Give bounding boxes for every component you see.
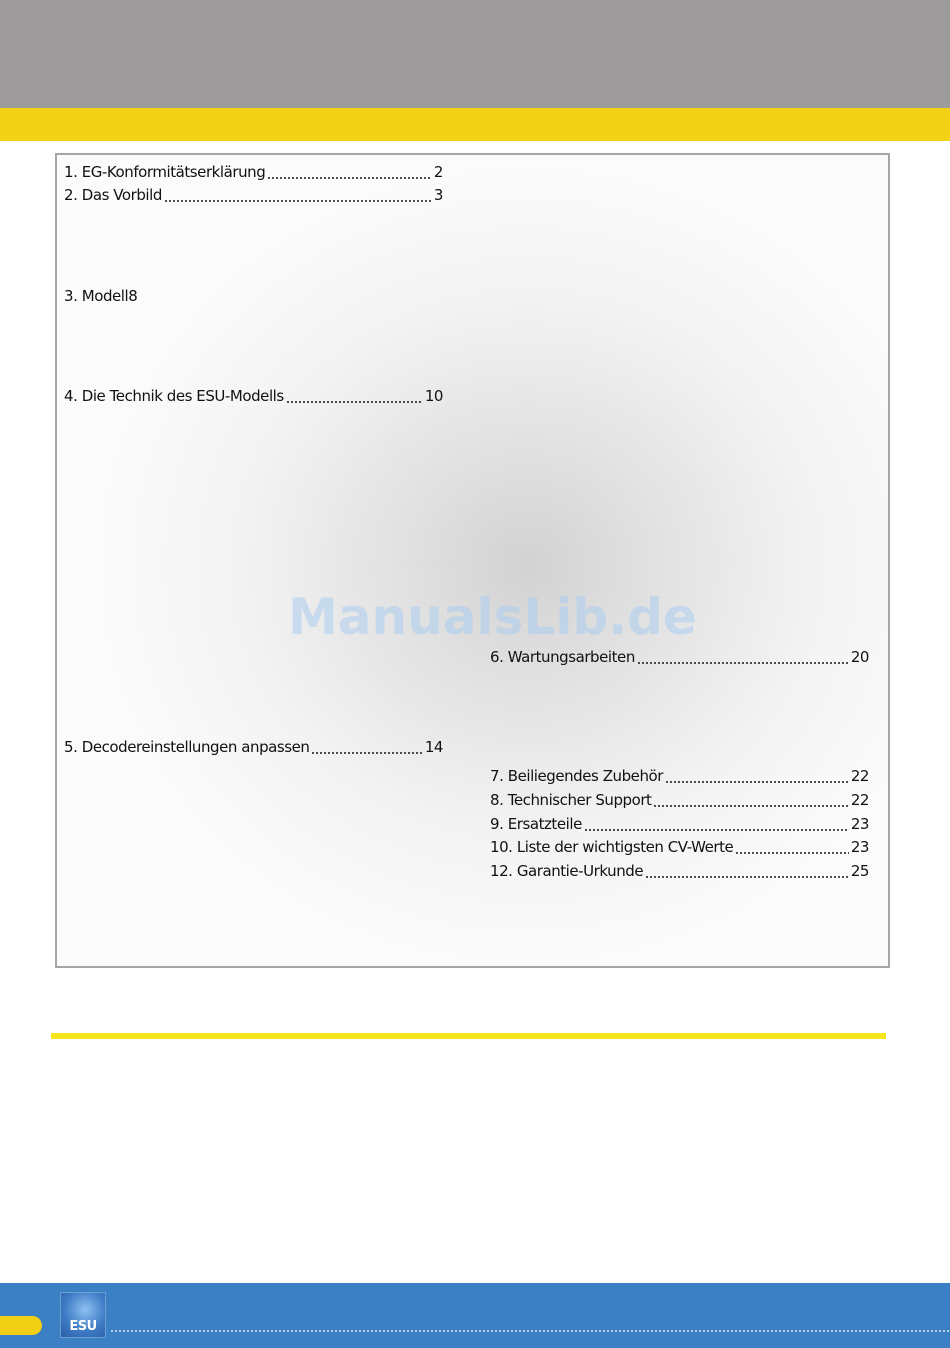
header-band [0,0,950,108]
toc-leader-dots [267,176,432,180]
watermark-text: ManualsLib.de [288,588,697,646]
toc-leader-dots [584,828,849,832]
toc-entry-page: 22 [850,791,869,809]
footer-band [0,1283,950,1348]
toc-entry-label: 12. Garantie-Urkunde [490,862,644,880]
toc-entry-page: 3 [433,186,443,204]
page-tab-marker [0,1316,42,1335]
toc-entry-label: 2. Das Vorbild [64,186,162,204]
toc-entry-garantie[interactable] [490,862,869,884]
toc-entry-page: 14 [424,738,443,756]
toc-entry-ersatzteile[interactable] [490,815,869,837]
toc-entry-page: 25 [850,862,869,880]
toc-entry-page: 22 [850,767,869,785]
toc-entry-label: 3. Modell8 [64,287,138,305]
toc-leader-dots [311,751,422,755]
toc-entry-page: 20 [850,648,869,666]
toc-leader-dots [665,780,849,784]
toc-leader-dots [164,199,432,203]
toc-entry-label: 4. Die Technik des ESU-Modells [64,387,284,405]
toc-entry-label: 6. Wartungsarbeiten [490,648,635,666]
toc-entry-label: 8. Technischer Support [490,791,652,809]
toc-leader-dots [645,875,849,879]
toc-entry-support[interactable] [490,791,869,813]
toc-entry-technik[interactable] [64,387,443,409]
footer-dotted-rule [110,1329,950,1333]
section-divider [51,1033,886,1039]
toc-leader-dots [735,851,849,855]
toc-entry-page: 23 [850,838,869,856]
toc-entry-cv-werte[interactable] [490,838,869,860]
toc-entry-label: 1. EG-Konformitätserklärung [64,163,266,181]
toc-entry-modell[interactable] [64,287,443,309]
toc-entry-zubehoer[interactable] [490,767,869,789]
toc-entry-label: 7. Beiliegendes Zubehör [490,767,663,785]
toc-entry-label: 9. Ersatzteile [490,815,582,833]
toc-entry-page: 23 [850,815,869,833]
toc-entry-page: 10 [424,387,443,405]
header-accent-stripe [0,108,950,141]
toc-entry-wartungsarbeiten[interactable] [490,648,869,670]
esu-logo [61,1293,105,1337]
toc-leader-dots [653,804,848,808]
toc-entry-page: 2 [433,163,443,181]
toc-entry-decodereinstellungen[interactable] [64,738,443,760]
toc-leader-dots [286,400,423,404]
toc-entry-label: 5. Decodereinstellungen anpassen [64,738,310,756]
toc-entry-eg-konformitaet[interactable] [64,163,443,185]
toc-leader-dots [637,661,849,665]
logo-text: ESU [69,1319,97,1334]
toc-entry-vorbild[interactable] [64,186,443,208]
toc-entry-label: 10. Liste der wichtigsten CV-Werte [490,838,734,856]
